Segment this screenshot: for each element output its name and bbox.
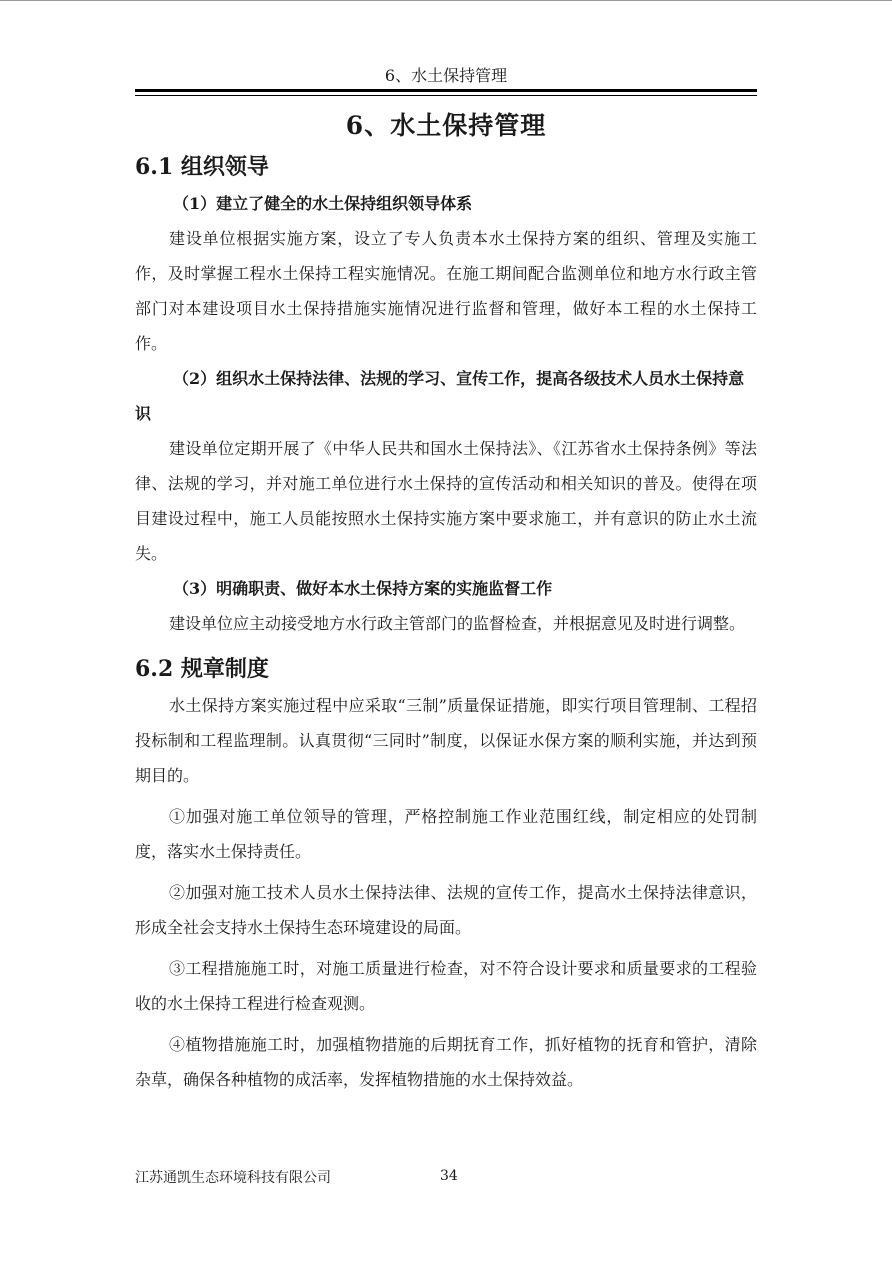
subheading-3: （3）明确职责、做好本水土保持方案的实施监督工作 [173,579,553,598]
chapter-title: 6、水土保持管理 [345,111,547,140]
subheading-1: （1）建立了健全的水土保持组织领导体系 [173,194,473,213]
section-spacer [135,641,757,650]
section-title-6-1: 6.1 组织领导 [135,154,269,180]
running-header: 6、水土保持管理 [384,66,508,85]
page-body [135,106,757,1097]
paragraph: 建设单位定期开展了《中华人民共和国水土保持法》、《江苏省水土保持条例》等法律、法规的学习，并对施工单位进行水土保持的宣传活动和相关知识的普及。使得在项目建设过程中，施工人员能按照水土保持实施方案中要求施工，并有意识的防止水土流失。 [135,439,757,563]
list-item: ④植物措施施工时，加强植物措施的后期抚育工作，抓好植物的抚育和管护，清除杂草，确保各种植物的成活率，发挥植物措施的水土保持效益。 [135,1035,757,1089]
section-title-6-2: 6.2 规章制度 [135,656,269,682]
list-item: ②加强对施工技术人员水土保持法律、法规的宣传工作，提高水土保持法律意识，形成全社会支持水土保持生态环境建设的局面。 [135,883,757,937]
paragraph: 水土保持方案实施过程中应采取“三制”质量保证措施，即实行项目管理制、工程招投标制和工程监理制。认真贯彻“三同时”制度，以保证水保方案的顺利实施，并达到预期目的。 [135,696,757,785]
page-top-border [0,0,892,1]
page-number: 34 [440,1168,458,1184]
paragraph: 建设单位应主动接受地方水行政主管部门的监督检查，并根据意见及时进行调整。 [169,614,746,633]
header-rule-thick [135,89,757,92]
list-item: ③工程措施施工时，对施工质量进行检查，对不符合设计要求和质量要求的工程验收的水土保持工程进行检查观测。 [135,959,757,1013]
header-rule-thin [135,95,757,96]
subheading-2: （2）组织水土保持法律、法规的学习、宣传工作，提高各级技术人员水土保持意识 [135,369,745,423]
footer-company: 江苏通凯生态环境科技有限公司 [135,1170,331,1186]
list-item: ①加强对施工单位领导的管理，严格控制施工作业范围红线，制定相应的处罚制度，落实水土保持责任。 [135,807,757,861]
paragraph: 建设单位根据实施方案，设立了专人负责本水土保持方案的组织、管理及实施工作，及时掌握工程水土保持工程实施情况。在施工期间配合监测单位和地方水行政主管部门对本建设项目水土保持措施实施情况进行监督和管理，做好本工程的水土保持工作。 [135,229,757,353]
